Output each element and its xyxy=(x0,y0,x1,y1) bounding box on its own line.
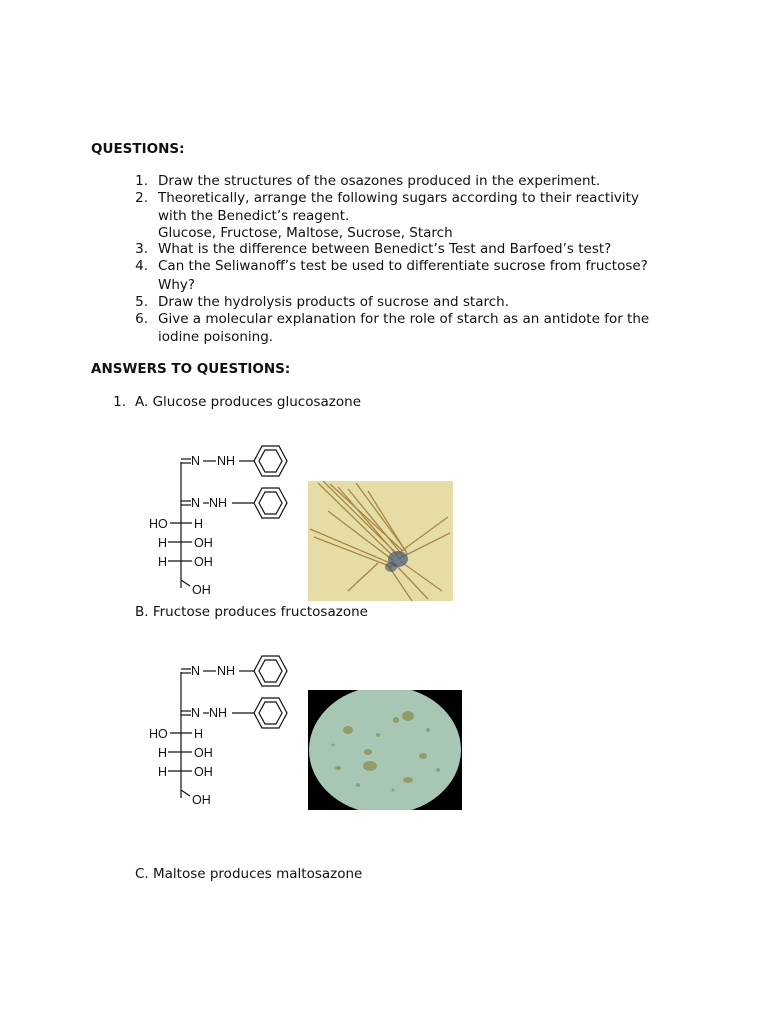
svg-text:OH: OH xyxy=(194,555,213,569)
question-number: 3. xyxy=(135,241,148,257)
svg-text:N: N xyxy=(191,706,201,720)
fructosazone-crystal-photo xyxy=(308,690,462,810)
svg-text:N: N xyxy=(191,496,201,510)
svg-text:H: H xyxy=(158,765,168,779)
fructosazone-structure xyxy=(140,650,300,810)
svg-text:H: H xyxy=(158,746,168,760)
question-text: Draw the hydrolysis products of sucrose and starch. xyxy=(158,294,509,310)
svg-text:OH: OH xyxy=(192,583,211,597)
svg-text:HO: HO xyxy=(149,727,168,741)
question-text: Glucose, Fructose, Maltose, Sucrose, Starch xyxy=(158,225,453,241)
svg-text:N: N xyxy=(191,664,201,678)
svg-text:NH: NH xyxy=(209,706,228,720)
svg-text:OH: OH xyxy=(192,793,211,807)
question-text: with the Benedict’s reagent. xyxy=(158,208,350,224)
svg-text:H: H xyxy=(158,536,168,550)
answers-heading: ANSWERS TO QUESTIONS: xyxy=(91,361,291,377)
glucosazone-crystal-photo xyxy=(308,481,453,601)
answer-b-text: B. Fructose produces fructosazone xyxy=(135,604,368,620)
questions-heading: QUESTIONS: xyxy=(91,141,185,157)
question-number: 2. xyxy=(135,190,148,206)
question-text: Draw the structures of the osazones produced in the experiment. xyxy=(158,173,601,189)
question-number: 6. xyxy=(135,311,148,327)
svg-text:OH: OH xyxy=(194,746,213,760)
svg-text:H: H xyxy=(194,517,204,531)
answer-number: 1. xyxy=(113,394,126,410)
svg-text:H: H xyxy=(194,727,204,741)
question-text: Theoretically, arrange the following sugars according to their reactivity xyxy=(158,190,639,206)
question-number: 4. xyxy=(135,258,148,274)
question-number: 1. xyxy=(135,173,148,189)
svg-text:N: N xyxy=(191,454,201,468)
structure-atom-labels xyxy=(149,454,235,597)
question-text: iodine poisoning. xyxy=(158,329,274,345)
glucosazone-structure xyxy=(140,440,300,600)
svg-text:NH: NH xyxy=(209,496,228,510)
question-text: Give a molecular explanation for the role of starch as an antidote for the xyxy=(158,311,650,327)
question-text: Can the Seliwanoff’s test be used to differentiate sucrose from fructose? xyxy=(158,258,648,274)
question-number: 5. xyxy=(135,294,148,310)
answer-a-text: A. Glucose produces glucosazone xyxy=(135,394,361,410)
svg-text:H: H xyxy=(158,555,168,569)
svg-text:HO: HO xyxy=(149,517,168,531)
question-text: What is the difference between Benedict’s Test and Barfoed’s test? xyxy=(158,241,612,257)
svg-text:OH: OH xyxy=(194,765,213,779)
answer-c-text: C. Maltose produces maltosazone xyxy=(135,866,363,882)
question-text: Why? xyxy=(158,277,196,293)
structure-atom-labels xyxy=(149,664,235,807)
svg-text:OH: OH xyxy=(194,536,213,550)
svg-text:NH: NH xyxy=(217,664,236,678)
svg-text:NH: NH xyxy=(217,454,236,468)
